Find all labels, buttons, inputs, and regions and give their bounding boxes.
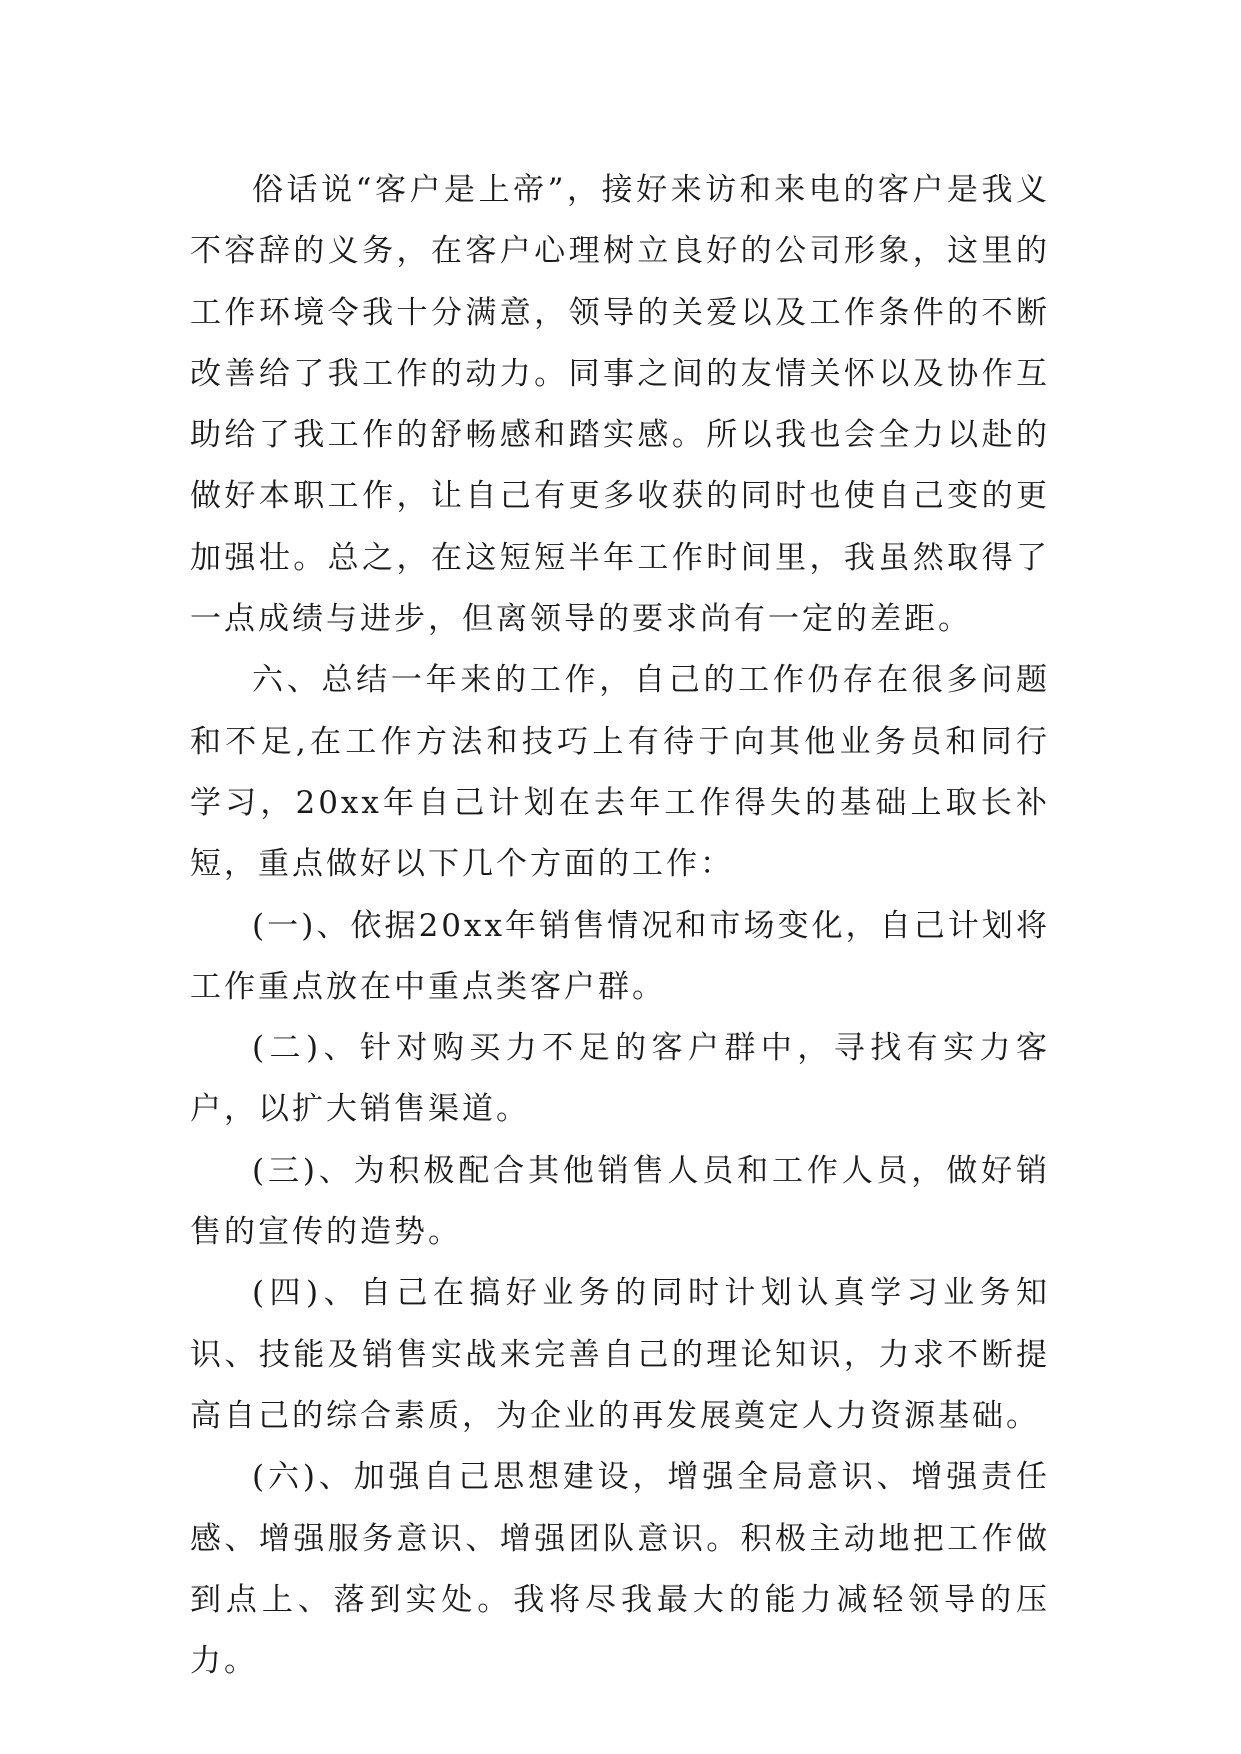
paragraph-item-3: (三)、为积极配合其他销售人员和工作人员，做好销售的宣传的造势。: [190, 1152, 1050, 1251]
paragraph-summary-six: 六、总结一年来的工作，自己的工作仍存在很多问题和不足,在工作方法和技巧上有待于向其他业务员和同行学习，20xx年自己计划在去年工作得失的基础上取长补短，重点做好以下几个方面的工作：: [190, 662, 1050, 883]
document-body: [190, 160, 1050, 1692]
paragraph-item-6: (六)、加强自己思想建设，增强全局意识、增强责任感、增强服务意识、增强团队意识。积极主动地把工作做到点上、落到实处。我将尽我最大的能力减轻领导的压力。: [190, 1459, 1050, 1680]
paragraph-item-2: (二)、针对购买力不足的客户群中，寻找有实力客户，以扩大销售渠道。: [190, 1030, 1050, 1128]
paragraph-customer-service: 俗话说“客户是上帝”，接好来访和来电的客户是我义不容辞的义务，在客户心理树立良好的公司形象，这里的工作环境令我十分满意，领导的关爱以及工作条件的不断改善给了我工作的动力。同事之间的友情关怀以及协作互助给了我工作的舒畅感和踏实感。所以我也会全力以赴的做好本职工作，让自己有更多收获的同时也使自己变的更加强壮。总之，在这短短半年工作时间里，我虽然取得了一点成绩与进步，但离领导的要求尚有一定的差距。: [190, 172, 1050, 638]
paragraph-item-1: (一)、依据20xx年销售情况和市场变化，自己计划将工作重点放在中重点类客户群。: [190, 907, 1050, 1005]
paragraph-item-4: (四)、自己在搞好业务的同时计划认真学习业务知识、技能及销售实战来完善自己的理论知识，力求不断提高自己的综合素质，为企业的再发展奠定人力资源基础。: [190, 1275, 1050, 1434]
